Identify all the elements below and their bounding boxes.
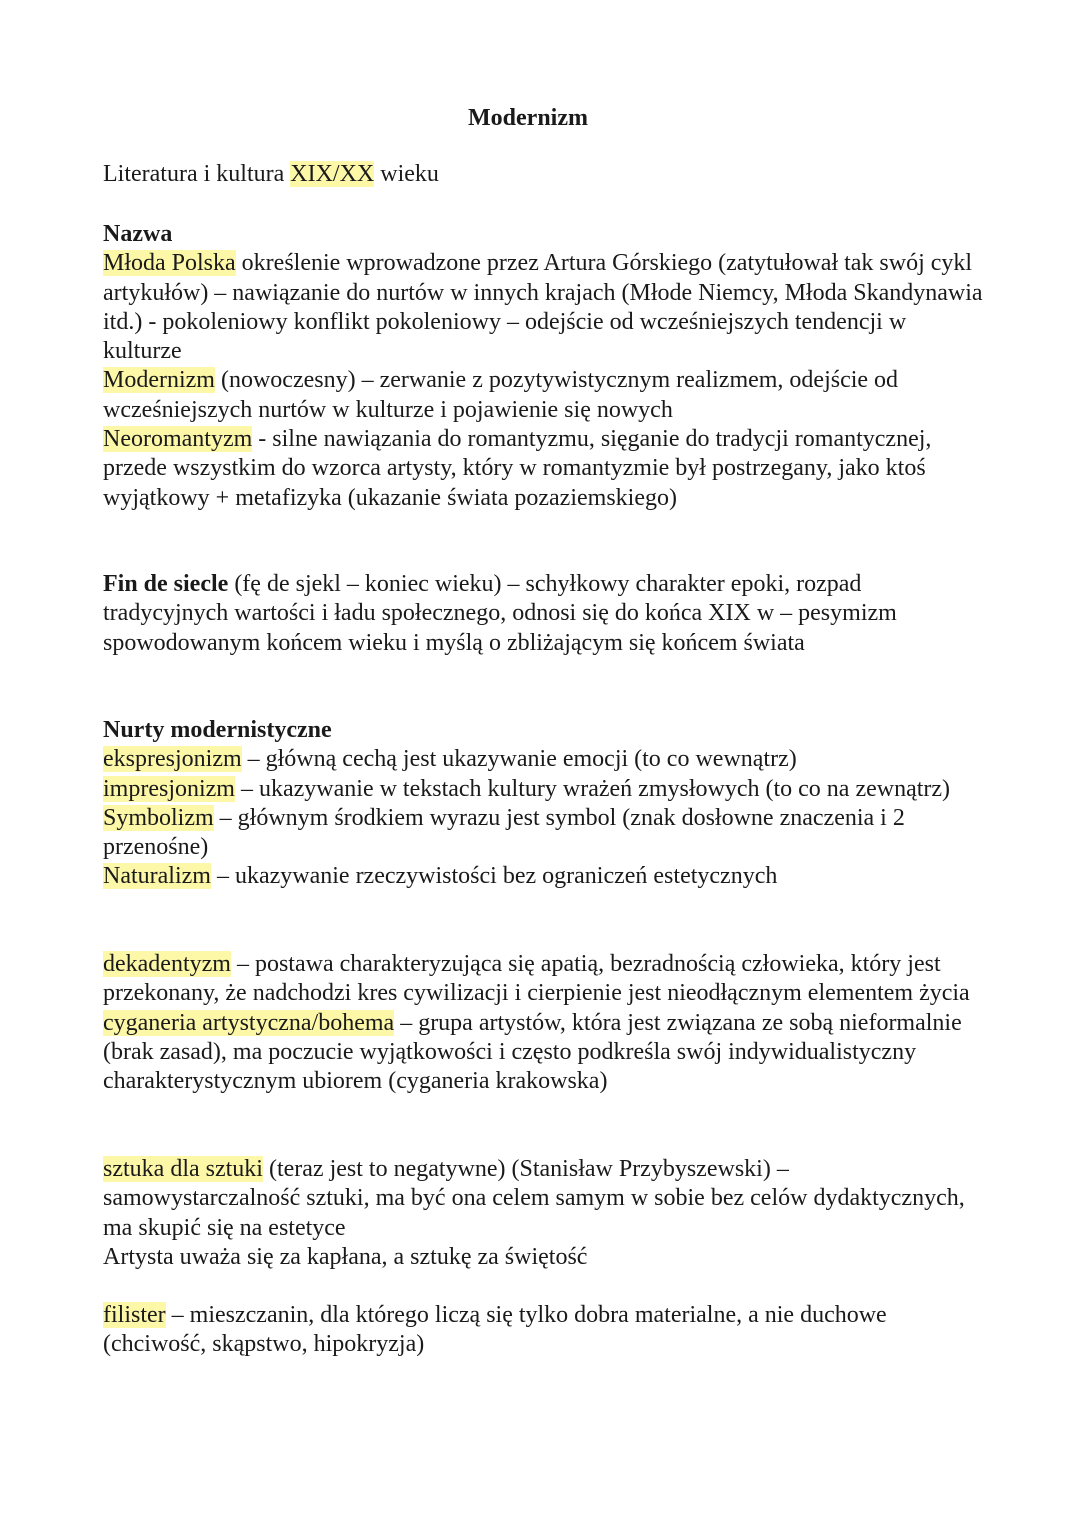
definition-term: Modernizm [103,367,215,394]
definition-text: - silne nawiązania do romantyzmu, sięganie do tradycji romantycznej, przede wszystkim do wzorca artysty, który w romantyzmie był postrzegany, jako ktoś wyjątkowy + metafizyka (ukazanie świata pozaziemskiego) [103,426,932,511]
definition-term: Fin de siecle [103,571,229,597]
definition-term: filister [103,1302,166,1328]
subtitle-highlight: XIX/XX [290,161,375,187]
definition-term: dekadentyzm [103,951,231,977]
definition-term: Symbolizm [103,804,214,831]
definition-text: – głównym środkiem wyrazu jest symbol (znak dosłowne znaczenia i 2 przenośne) [103,804,905,861]
definition-neoromantyzm [103,425,983,513]
definition-text: – postawa charakteryzująca się apatią, bezradnością człowieka, który jest przekonany, że nadchodzi kres cywilizacji i cierpienie jest nieodłącznym elementem życia [103,951,970,1007]
definition-text: określenie wprowadzone przez Artura Górskiego (zatytułował tak swój cykl artykułów) – nawiązanie do nurtów w innych krajach (Młode Niemcy, Młoda Skandynawia itd.) - pokoleniowy konflikt pokoleniowy – odejście od wcześniejszych tendencji w kulturze [103,250,983,365]
definition-text: (teraz jest to negatywne) (Stanisław Przybyszewski) – samowystarczalność sztuki, ma być ona celem samym w sobie bez celów dydaktycznych, ma skupić się na estetyce [103,1156,965,1241]
definition-text: – grupa artystów, która jest związana ze sobą nieformalnie (brak zasad), ma poczucie wyjątkowości i często podkreśla swój indywidualistyczny charakterystycznym ubiorem (cyganeria krakowska) [103,1009,962,1095]
definition-symbolizm [103,804,983,863]
definition-filister [103,1301,983,1360]
definition-modernizm [103,366,983,425]
definition-term: impresjonizm [103,775,235,802]
section-heading-nazwa: Nazwa [103,221,173,247]
definition-term: sztuka dla sztuki [103,1156,263,1182]
subtitle-suffix: wieku [374,161,439,187]
definition-text: – ukazywanie rzeczywistości bez ograniczeń estetycznych [210,863,778,890]
definition-text: – ukazywanie w tekstach kultury wrażeń zmysłowych (to co na zewnątrz) [234,775,951,802]
subtitle-line [103,160,983,189]
section-fin-de-siecle [103,570,983,658]
section-nazwa [103,220,983,513]
section-nurty [103,716,983,892]
definition-dekadentyzm [103,950,983,1009]
definition-impresjonizm [103,775,983,804]
definition-text: – główną cechą jest ukazywanie emocji (to co wewnątrz) [241,746,797,773]
definition-term: ekspresjonizm [103,746,242,773]
section-dekadentyzm [103,950,983,1096]
definition-term: Naturalizm [103,863,211,890]
definition-term: cyganeria artystyczna/bohema [103,1009,395,1036]
definition-text: – mieszczanin, dla którego liczą się tylko dobra materialne, a nie duchowe (chciwość, skąpstwo, hipokryzja) [103,1302,887,1358]
section-sztuka [103,1155,983,1272]
definition-term: Neoromantyzm [103,426,253,453]
definition-naturalizm [103,862,983,891]
definition-cyganeria [103,1009,983,1097]
definition-sztuka-dla-sztuki [103,1155,983,1243]
definition-mloda-polska [103,249,983,366]
definition-fin-de-siecle [103,570,983,658]
definition-term: Młoda Polska [103,250,236,277]
subtitle-prefix: Literatura i kultura [103,161,291,187]
definition-text: (nowoczesny) – zerwanie z pozytywistycznym realizmem, odejście od wcześniejszych nurtów w kulturze i pojawienie się nowych [103,367,899,423]
section-filister [103,1301,983,1360]
definition-text: (fę de sjekl – koniec wieku) – schyłkowy charakter epoki, rozpad tradycyjnych wartości i ładu społecznego, odnosi się do końca XIX w – pesymizm spowodowanym końcem wieku i myślą o zbliżającym się końcem świata [103,571,897,656]
sztuka-extra-line: Artysta uważa się za kapłana, a sztukę za świętość [103,1243,588,1270]
section-heading-nurty: Nurty modernistyczne [103,717,332,743]
definition-ekspresjonizm [103,745,983,774]
page-title: Modernizm [468,105,588,131]
